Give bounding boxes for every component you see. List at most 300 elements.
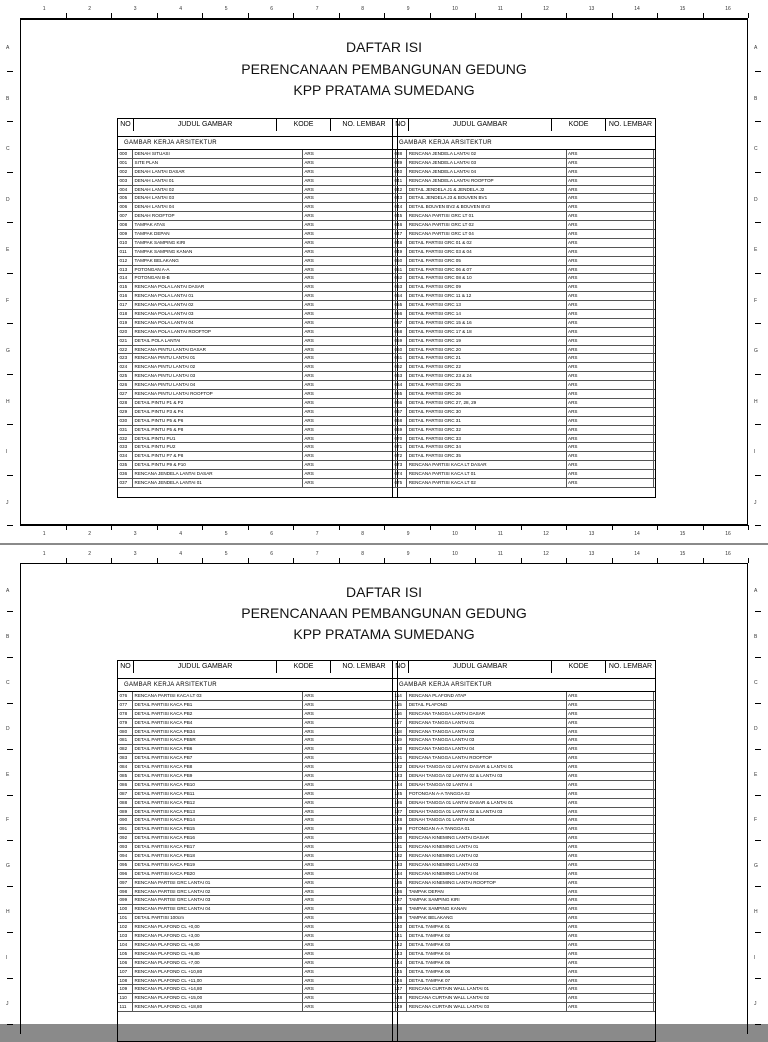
table-row [393,879,655,888]
row-code: ARS [567,230,654,238]
ruler-letter: F [754,297,758,304]
row-title: DETAIL PARTISI GRC 05 [407,257,566,265]
row-title: DETAIL PINTU P3 & P4 [133,408,303,416]
row-code: ARS [567,879,654,887]
row-code: ARS [303,941,396,949]
row-title: RENCANA PLAFOND ATAP [407,692,566,700]
table-row [393,399,655,408]
row-code: ARS [303,248,396,256]
ruler-tick [7,840,13,841]
row-code: ARS [567,452,654,460]
row-no: 097 [118,879,133,887]
row-title: DETAIL PARTISI KACA PB12 [133,799,303,807]
row-code: ARS [567,328,654,336]
row-title: DETAIL PINTU PU1 [133,435,303,443]
ruler-tick [7,71,13,72]
row-no: 037 [118,479,133,487]
ruler-number: 12 [543,551,549,557]
ruler-letter: G [6,348,10,355]
row-code: ARS [303,728,396,736]
table-row [393,150,655,159]
row-code: ARS [567,168,654,176]
row-no: 049 [393,248,407,256]
row-title: RENCANA KINEMING LANTAI 03 [407,861,566,869]
row-code: ARS [567,212,654,220]
table-row [118,994,397,1003]
row-no: 035 [118,461,133,469]
ruler-number: 13 [588,6,595,12]
row-code: ARS [567,443,654,451]
table-row [118,870,397,879]
row-title: DETAIL PINTU P5 & P8 [133,426,303,434]
row-code: ARS [303,710,396,718]
row-scale [654,932,656,940]
row-no: 134 [393,870,407,878]
row-scale [654,452,656,460]
row-scale [654,896,656,904]
row-title: DETAIL PARTISI GRC 11 & 12 [407,292,566,300]
row-code: ARS [567,319,654,327]
row-code: ARS [567,381,654,389]
row-no: 118 [393,728,407,736]
ruler-letter: I [754,449,756,456]
table-row [118,799,397,808]
row-code: ARS [303,896,396,904]
col-judul: JUDUL GAMBAR [134,119,277,131]
row-title: RENCANA POLA LANTAI 01 [133,292,303,300]
table-row [118,932,397,941]
row-code: ARS [303,177,396,185]
row-no: 055 [393,301,407,309]
row-no: 146 [393,977,407,985]
ruler-number: 14 [634,551,640,557]
row-scale [654,461,656,469]
row-no: 149 [393,1003,407,1011]
row-no: 130 [393,834,407,842]
row-no: 093 [118,843,133,851]
ruler-number: 11 [497,6,503,12]
row-title: DETAIL PARTISI GRC 19 [407,337,566,345]
ruler-tick [748,13,749,18]
ruler-letter: D [6,725,10,732]
row-title: DETAIL PARTISI GRC 23 & 24 [407,372,566,380]
ruler-number: 8 [361,6,365,12]
ruler-tick [755,795,761,796]
row-scale [654,825,656,833]
table-row [118,754,397,763]
ruler-tick [755,703,761,704]
row-title: RENCANA PINTU LANTAI 04 [133,381,303,389]
row-no: 063 [393,372,407,380]
row-code: ARS [567,399,654,407]
row-title: DETAIL PARTISI KACA PB1 [133,701,303,709]
row-title: DETAIL PARTISI KACA PB13 [133,808,303,816]
ruler-tick [202,525,203,530]
row-no: 105 [118,950,133,958]
ruler-tick [7,611,13,612]
row-title: DENAH TANGGA 02 LANTAI 4 [407,781,566,789]
row-title: DETAIL PARTISI KACA PB15 [133,825,303,833]
row-scale [654,390,656,398]
table-row [393,977,655,986]
row-code: ARS [303,977,396,985]
table-row [118,301,397,310]
row-code: ARS [303,239,396,247]
row-title: DENAH TANGGA 01 LANTAI 04 [407,816,566,824]
table-row [393,923,655,932]
row-scale [654,914,656,922]
table-row [118,879,397,888]
row-scale [654,977,656,985]
row-title: RENCANA PINTU LANTAI ROOFTOP [133,390,303,398]
table-row [118,861,397,870]
table-row [393,728,655,737]
row-no: 020 [118,328,133,336]
col-lembar: NO. LEMBAR [608,663,653,670]
row-code: ARS [303,390,396,398]
row-code: ARS [303,150,396,158]
table-row [393,701,655,710]
table-row [118,772,397,781]
row-no: 143 [393,950,407,958]
row-title: DETAIL TAMPAK 03 [407,941,566,949]
table-row [118,736,397,745]
table-body [118,678,397,1041]
row-title: RENCANA KINEMING LANTAI 04 [407,870,566,878]
row-title: RENCANA POLA LANTAI 03 [133,310,303,318]
drawing-list-table-right [392,118,656,498]
table-row [393,692,655,701]
row-title: DETAIL PARTISI 100cm [133,914,303,922]
row-no: 066 [393,399,407,407]
ruler-tick [755,657,761,658]
row-code: ARS [303,879,396,887]
row-code: ARS [303,790,396,798]
row-title: DETAIL PARTISI KACA PB11 [133,790,303,798]
title-line-3: KPP PRATAMA SUMEDANG [293,82,475,98]
ruler-number: 6 [270,551,274,557]
row-no: 029 [118,408,133,416]
row-no: 094 [118,852,133,860]
ruler-letter: A [6,587,10,594]
ruler-number: 12 [543,531,549,537]
row-no: 058 [393,328,407,336]
row-code: ARS [303,159,396,167]
ruler-tick [612,13,613,18]
row-no: 106 [118,959,133,967]
row-code: ARS [567,283,654,291]
row-title: DETAIL PARTISI GRC 32 [407,426,566,434]
table-row [118,328,397,337]
table-row [118,292,397,301]
ruler-tick [521,525,522,530]
col-lembar: NO. LEMBAR [342,663,386,670]
ruler-number: 13 [588,551,595,557]
row-scale [654,852,656,860]
row-no: 074 [393,470,407,478]
row-title: RENCANA PINTU LANTAI DASAR [133,346,303,354]
ruler-letter: E [754,247,758,254]
table-row [393,417,655,426]
ruler-letter: G [754,348,758,355]
row-title: DETAIL PARTISI KACA PB19 [133,861,303,869]
ruler-tick [7,703,13,704]
drawing-list-table-right [392,660,656,1042]
row-code: ARS [567,390,654,398]
row-no: 013 [118,266,133,274]
table-row [118,950,397,959]
row-no: 080 [118,728,133,736]
row-title: RENCANA PLAFOND CL +6,00 [133,941,303,949]
row-code: ARS [303,888,396,896]
row-scale [654,408,656,416]
ruler-letter: B [754,95,758,102]
row-code: ARS [303,319,396,327]
ruler-number: 15 [679,531,686,537]
ruler-letter: I [6,955,8,962]
table-row [393,292,655,301]
table-row [118,372,397,381]
table-row [118,923,397,932]
row-title: DETAIL PARTISI GRC 25 [407,381,566,389]
row-scale [654,710,656,718]
ruler-letter: I [6,449,8,456]
row-code: ARS [303,932,396,940]
row-scale [654,799,656,807]
table-row [118,354,397,363]
row-scale [654,372,656,380]
table-row [118,479,397,488]
row-title: TAMPAK SAMPING KIRI [133,239,303,247]
row-code: ARS [303,310,396,318]
row-code: ARS [567,754,654,762]
ruler-tick [339,13,340,18]
ruler-letter: H [754,398,758,405]
table-row [118,221,397,230]
ruler-letter: D [754,725,758,732]
ruler-number: 13 [588,531,595,537]
row-no: 019 [118,319,133,327]
ruler-tick [7,475,13,476]
row-scale [654,426,656,434]
table-row [118,692,397,701]
row-no: 133 [393,861,407,869]
table-row [118,319,397,328]
row-scale [654,230,656,238]
ruler-tick [7,657,13,658]
row-no: 050 [393,257,407,265]
ruler-tick [248,525,249,530]
col-no: NO [118,661,134,673]
row-code: ARS [567,470,654,478]
row-no: 040 [393,168,407,176]
ruler-tick [7,1024,13,1025]
row-title: RENCANA TANGGA LANTAI ROOFTOP [407,754,566,762]
row-no: 123 [393,772,407,780]
row-no: 021 [118,337,133,345]
row-code: ARS [567,905,654,913]
row-no: 119 [393,736,407,744]
row-title: DENAH SITUASI [133,150,303,158]
row-no: 010 [118,239,133,247]
row-title: RENCANA JENDELA LANTAI 02 [407,150,566,158]
ruler-number: 1 [42,531,46,537]
row-title: DETAIL PINTU P5 & P6 [133,417,303,425]
rows [393,692,655,1012]
row-scale [654,399,656,407]
table-row [118,1003,397,1012]
row-no: 057 [393,319,407,327]
row-title: DENAH TANGGA 01 LANTAI 02 & LANTAI 03 [407,808,566,816]
row-title: DENAH LANTAI 04 [133,203,303,211]
row-scale [654,745,656,753]
row-code: ARS [567,221,654,229]
row-no: 062 [393,363,407,371]
ruler-tick [755,323,761,324]
row-no: 103 [118,932,133,940]
row-code: ARS [567,745,654,753]
table-row [393,452,655,461]
row-scale [654,310,656,318]
row-title: RENCANA PLAFOND CL +15,00 [133,994,303,1002]
row-title: DETAIL PLAFOND [407,701,566,709]
row-title: RENCANA JENDELA LANTAI 01 [133,479,303,487]
row-title: DETAIL PARTISI GRC 34 [407,443,566,451]
row-no: 131 [393,843,407,851]
row-scale [654,257,656,265]
ruler-tick [755,611,761,612]
table-row [393,203,655,212]
table-row [118,337,397,346]
row-title: RENCANA PINTU LANTAI 01 [133,354,303,362]
row-code: ARS [567,363,654,371]
row-no: 102 [118,923,133,931]
row-title: DENAH TANGGA 02 LANTAI 02 & LANTAI 03 [407,772,566,780]
row-title: DETAIL PARTISI KACA PB8 [133,763,303,771]
table-row [393,790,655,799]
ruler-number: 11 [497,531,503,537]
row-no: 099 [118,896,133,904]
row-code: ARS [567,274,654,282]
ruler-number: 15 [679,551,686,557]
row-code: ARS [303,834,396,842]
ruler-tick [755,172,761,173]
ruler-letter: G [754,863,758,870]
row-no: 127 [393,808,407,816]
row-scale [654,985,656,993]
ruler-letter: B [754,633,758,640]
row-no: 007 [118,212,133,220]
row-no: 109 [118,985,133,993]
row-no: 052 [393,274,407,282]
table-row [118,763,397,772]
row-no: 145 [393,968,407,976]
table-row [118,914,397,923]
table-row [393,408,655,417]
ruler-letter: A [754,587,758,594]
ruler-number: 12 [543,6,549,12]
row-scale [654,274,656,282]
row-no: 147 [393,985,407,993]
row-title: DETAIL PARTISI GRC 03 & 04 [407,248,566,256]
row-code: ARS [303,470,396,478]
row-no: 001 [118,159,133,167]
row-code: ARS [567,799,654,807]
table-row [393,763,655,772]
row-title: DETAIL PARTISI KACA PB16 [133,834,303,842]
row-code: ARS [567,266,654,274]
row-code: ARS [567,736,654,744]
ruler-tick [657,525,658,530]
drawing-sheet-2 [0,545,768,1024]
row-title: DETAIL PARTISI GRC 27, 28, 29 [407,399,566,407]
table-row [393,372,655,381]
ruler-number: 2 [88,531,92,537]
ruler-letter: F [754,817,758,824]
row-code: ARS [303,923,396,931]
table-row [393,274,655,283]
row-no: 126 [393,799,407,807]
row-no: 060 [393,346,407,354]
row-code: ARS [303,230,396,238]
ruler-number: 4 [179,551,183,557]
row-code: ARS [567,248,654,256]
ruler-tick [7,978,13,979]
row-code: ARS [567,861,654,869]
table-row [118,363,397,372]
row-title: DETAIL TAMPAK 07 [407,977,566,985]
row-title: DENAH LANTAI 03 [133,194,303,202]
row-no: 024 [118,363,133,371]
row-no: 090 [118,816,133,824]
col-judul: JUDUL GAMBAR [134,661,277,673]
ruler-number: 1 [42,551,46,557]
section-title: GAMBAR KERJA ARSITEKTUR [393,679,655,692]
row-title: DETAIL PARTISI GRC 35 [407,452,566,460]
row-code: ARS [567,843,654,851]
row-code: ARS [567,692,654,700]
row-title: DETAIL PARTISI GRC 08 & 10 [407,274,566,282]
table-row [118,266,397,275]
table-row [393,950,655,959]
row-no: 022 [118,346,133,354]
ruler-number: 16 [725,531,731,537]
ruler-number: 4 [179,6,183,12]
ruler-tick [755,424,761,425]
ruler-letter: H [6,398,10,405]
row-code: ARS [567,852,654,860]
row-no: 045 [393,212,407,220]
row-title: RENCANA TANGGA LANTAI 01 [407,719,566,727]
table-row [393,426,655,435]
row-scale [654,283,656,291]
ruler-tick [755,1024,761,1025]
row-code: ARS [303,852,396,860]
row-code: ARS [303,328,396,336]
row-no: 087 [118,790,133,798]
ruler-number: 10 [452,531,458,537]
row-no: 125 [393,790,407,798]
ruler-number: 8 [361,551,365,557]
ruler-number: 7 [315,531,319,537]
table-row [118,905,397,914]
table-row [118,186,397,195]
row-title: DETAIL PARTISI KACA PB18 [133,852,303,860]
row-scale [654,719,656,727]
row-code: ARS [303,194,396,202]
row-title: RENCANA PLAFOND CL +14,80 [133,985,303,993]
row-title: DENAH TANGGA 01 LANTAI DASAR & LANTAI 01 [407,799,566,807]
